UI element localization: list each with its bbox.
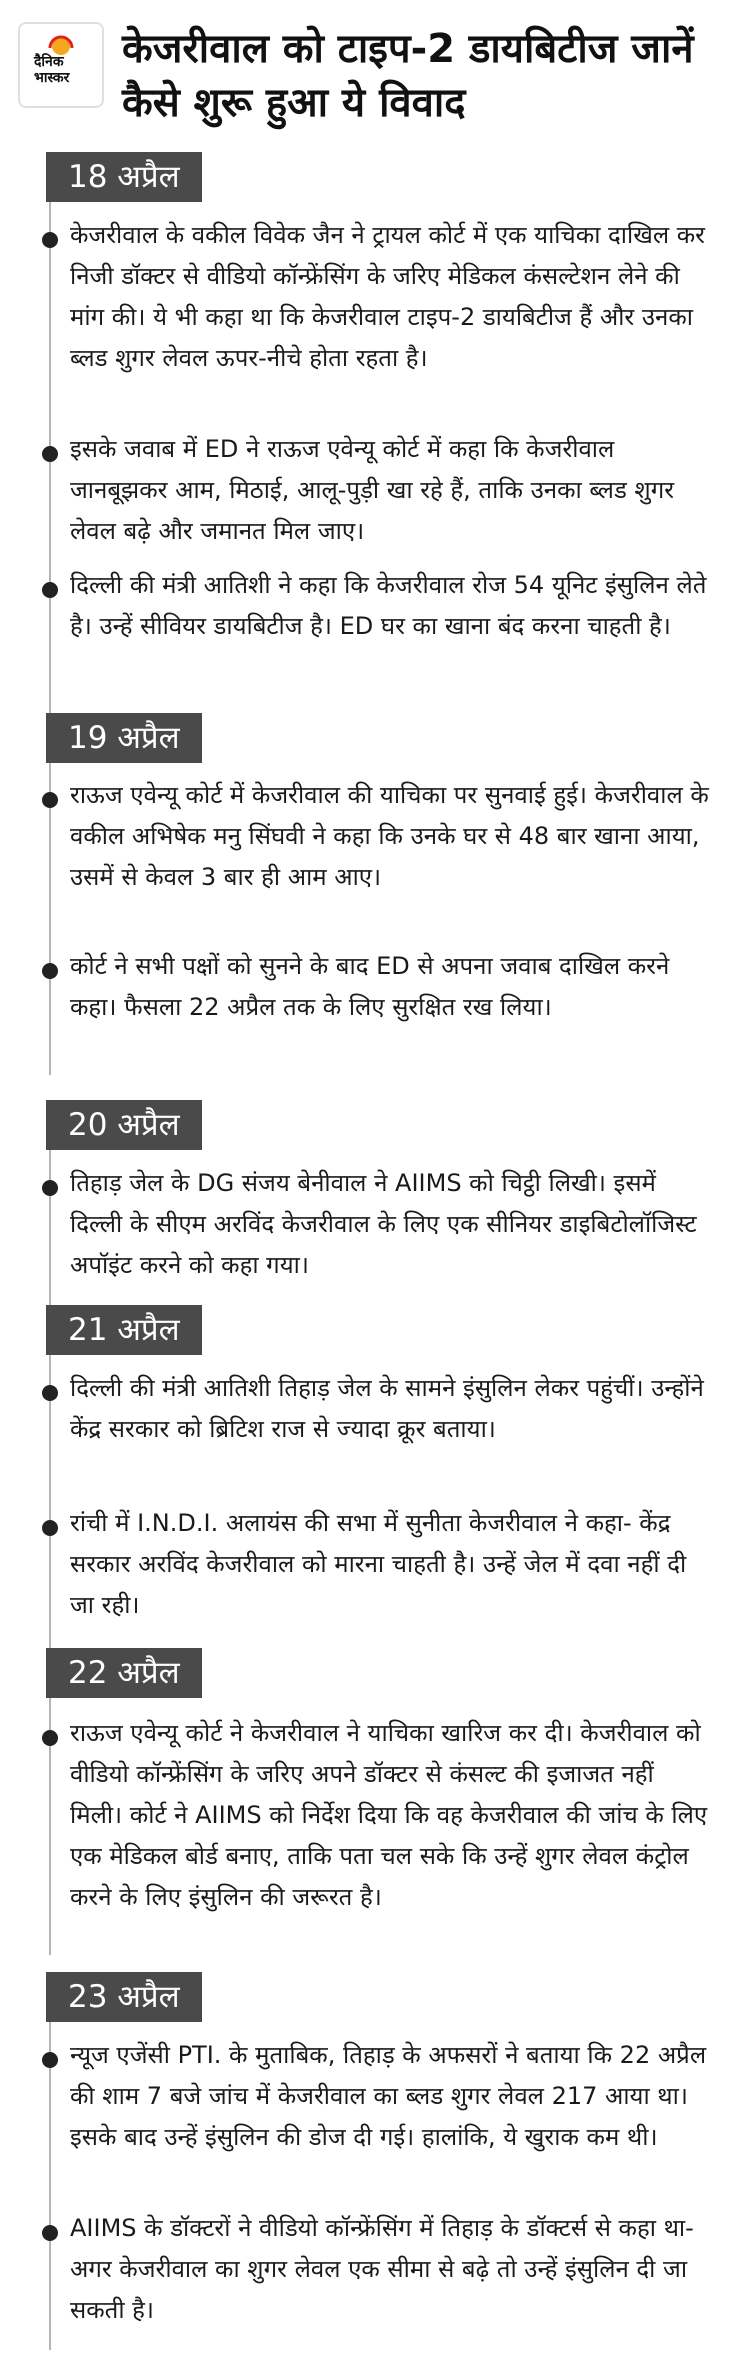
timeline-line [49,1312,51,1652]
bullet-dot [42,2225,58,2241]
bullet-dot [42,582,58,598]
bullet-dot [42,446,58,462]
timeline-item: रांची में I.N.D.I. अलायंस की सभा में सुनीता केजरीवाल ने कहा- केंद्र सरकार अरविंद केजरीवाल को मारना चाहती है। उन्हें जेल में दवा नहीं दी जा रही। [70,1509,687,1619]
bullet-dot [42,1180,58,1196]
bullet-dot [42,1730,58,1746]
page-title: केजरीवाल को टाइप-2 डायबिटीज जानें कैसे शुरू हुआ ये विवाद [122,26,694,126]
timeline-item: राऊज एवेन्यू कोर्ट में केजरीवाल की याचिका पर सुनवाई हुई। केजरीवाल के वकील अभिषेक मनु सिंघवी ने कहा कि उनके घर से 48 बार खाना आया, उसमें से केवल 3 बार ही आम आए। [70,781,709,891]
timeline-item: दिल्ली की मंत्री आतिशी ने कहा कि केजरीवाल रोज 54 यूनिट इंसुलिन लेते है। उन्हें सीवियर डायबिटीज है। ED घर का खाना बंद करना चाहती है। [70,571,707,640]
bullet-dot [42,1385,58,1401]
date-label: 20 अप्रैल [46,1100,202,1150]
timeline-line [49,720,51,1075]
dainik-bhaskar-logo[interactable] [18,22,104,108]
logo-text: दैनिक भास्कर [34,54,70,86]
date-label: 19 अप्रैल [46,713,202,763]
date-label: 22 अप्रैल [46,1648,202,1698]
header [0,0,730,150]
date-label: 21 अप्रैल [46,1305,202,1355]
timeline-item: AIIMS के डॉक्टरों ने वीडियो कॉन्फ्रेंसिंग में तिहाड़ के डॉक्टर्स से कहा था- अगर केजरीवाल का शुगर लेवल एक सीमा से बढ़े तो उन्हें इंसुलिन दी जा सकती है। [70,2214,694,2324]
date-label: 23 अप्रैल [46,1972,202,2022]
timeline-item: कोर्ट ने सभी पक्षों को सुनने के बाद ED से अपना जवाब दाखिल करने कहा। फैसला 22 अप्रैल तक के लिए सुरक्षित रख लिया। [70,952,670,1021]
bullet-dot [42,792,58,808]
bullet-dot [42,2052,58,2068]
timeline-line [49,1975,51,2350]
timeline-item: दिल्ली की मंत्री आतिशी तिहाड़ जेल के सामने इंसुलिन लेकर पहुंचीं। उन्होंने केंद्र सरकार को ब्रिटिश राज से ज्यादा क्रूर बताया। [70,1374,704,1443]
timeline-line [49,1655,51,1955]
timeline-item: इसके जवाब में ED ने राऊज एवेन्यू कोर्ट में कहा कि केजरीवाल जानबूझकर आम, मिठाई, आलू-पुड़ी खा रहे हैं, ताकि उनका ब्लड शुगर लेवल बढ़े और जमानत मिल जाए। [70,435,675,545]
bullet-dot [42,963,58,979]
bullet-dot [42,1520,58,1536]
timeline-item: राऊज एवेन्यू कोर्ट ने केजरीवाल ने याचिका खारिज कर दी। केजरीवाल को वीडियो कॉन्फ्रेंसिंग के जरिए अपने डॉक्टर से कंसल्ट की इजाजत नहीं मिली। कोर्ट ने AIIMS को निर्देश दिया कि वह केजरीवाल की जांच के लिए एक मेडिकल बोर्ड बनाए, ताकि पता चल सके कि उन्हें शुगर लेवल कंट्रोल करने के लिए इंसुलिन की जरूरत है। [70,1719,708,1911]
date-label: 18 अप्रैल [46,152,202,202]
timeline-item: केजरीवाल के वकील विवेक जैन ने ट्रायल कोर्ट में एक याचिका दाखिल कर निजी डॉक्टर से वीडियो कॉन्फ्रेंसिंग के जरिए मेडिकल कंसल्टेशन लेने की मांग की। ये भी कहा था कि केजरीवाल टाइप-2 डायबिटीज हैं और उनका ब्लड शुगर लेवल ऊपर-नीचे होता रहता है। [70,221,706,372]
timeline-item: न्यूज एजेंसी PTI. के मुताबिक, तिहाड़ के अफसरों ने बताया कि 22 अप्रैल की शाम 7 बजे जांच में केजरीवाल का ब्लड शुगर लेवल 217 आया था। इसके बाद उन्हें इंसुलिन की डोज दी गई। हालांकि, ये खुराक कम थी। [70,2041,707,2151]
timeline-item: तिहाड़ जेल के DG संजय बेनीवाल ने AIIMS को चिट्ठी लिखी। इसमें दिल्ली के सीएम अरविंद केजरीवाल के लिए एक सीनियर डाइबिटोलॉजिस्ट अपॉइंट करने को कहा गया। [70,1169,697,1279]
bullet-dot [42,232,58,248]
